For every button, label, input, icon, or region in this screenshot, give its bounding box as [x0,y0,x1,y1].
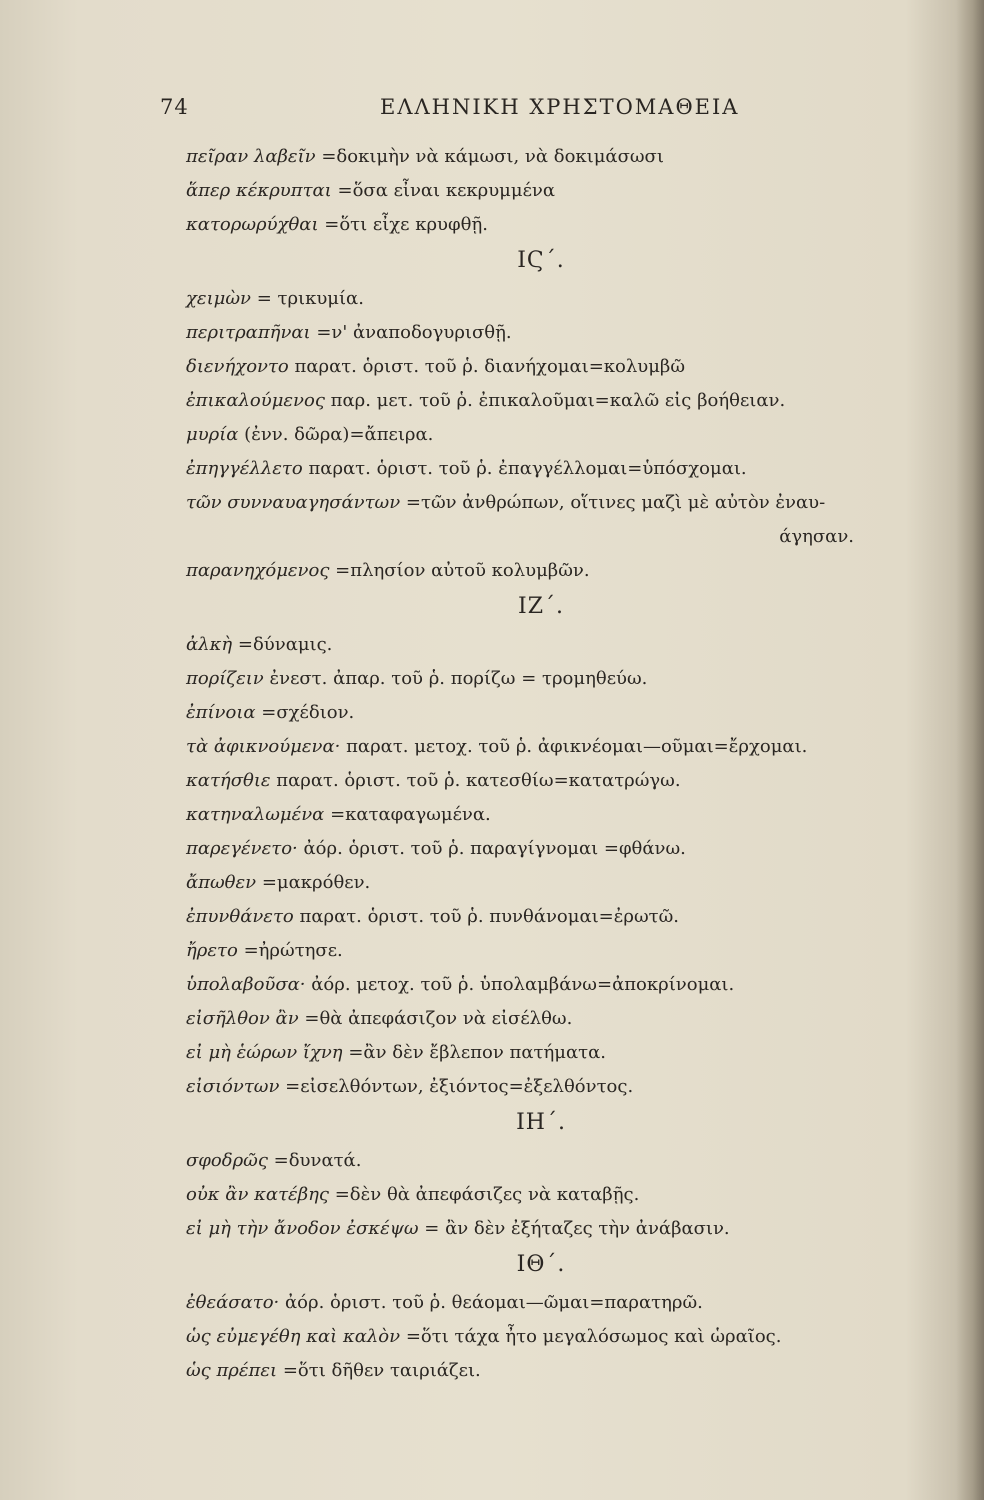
entry-gloss: ἀόρ. ὁριστ. τοῦ ῥ. θεάομαι—ῶμαι=παρατηρῶ. [285,1292,703,1313]
glossary-entry [186,1144,866,1178]
page-number: 74 [160,95,189,119]
entry-term: πεῖραν λαβεῖν [186,146,316,167]
entry-term: χειμὼν [186,288,251,309]
glossary-entry [186,452,866,486]
entry-term: σφοδρῶς [186,1150,268,1171]
glossary-entry [186,316,866,350]
glossary-entry [186,282,866,316]
entry-gloss: άγησαν. [779,526,854,547]
entry-gloss: ἀόρ. μετοχ. τοῦ ῥ. ὑπολαμβάνω=ἀποκρίνομαι. [311,974,735,995]
entry-term: ὑπολαβοῦσα· [186,974,306,995]
entry-gloss: παρατ. ὁριστ. τοῦ ῥ. κατεσθίω=κατατρώγω. [276,770,681,791]
glossary-entry [186,384,866,418]
entry-term: ὡς εὐμεγέθη καὶ καλὸν [186,1326,401,1347]
entry-term: ἐθεάσατο· [186,1292,280,1313]
entry-term: ἅπερ κέκρυπται [186,180,332,201]
glossary-entry [186,1212,866,1246]
entry-gloss: =ἂν δὲν ἔβλεπον πατήματα. [348,1042,606,1063]
entry-gloss: =δύναμις. [237,634,333,655]
glossary-entry [186,968,866,1002]
glossary-entry [186,1286,866,1320]
glossary-entry [186,1002,866,1036]
glossary-entry [186,832,866,866]
glossary-entry [186,174,866,208]
glossary-entry [186,934,866,968]
entry-gloss: =τῶν ἀνθρώπων, οἵτινες μαζὶ μὲ αὐτὸν ἐναυ- [405,492,826,513]
glossary-entry [186,662,866,696]
glossary-entry [186,1178,866,1212]
entry-gloss: =θὰ ἀπεφάσιζον νὰ εἰσέλθω. [304,1008,573,1029]
glossary-entry [186,140,866,174]
entry-term: μυρία [186,424,239,445]
entry-term: κατηναλωμένα [186,804,325,825]
entry-gloss: =δοκιμὴν νὰ κάμωσι, νὰ δοκιμάσωσι [321,146,664,167]
entry-gloss: =ἠρώτησε. [243,940,343,961]
section-heading: ΙΘ΄. [516,1252,566,1277]
section-heading: ΙΖ΄. [518,594,564,619]
entry-term: τῶν συνναυαγησάντων [186,492,401,513]
glossary-entry [186,520,866,554]
entry-term: εἰ μὴ τὴν ἄνοδον ἐσκέψω [186,1218,419,1239]
glossary-entry [186,1070,866,1104]
glossary-entry [186,798,866,832]
entry-gloss: παρατ. ὁριστ. τοῦ ῥ. διανήχομαι=κολυμβῶ [294,356,686,377]
entry-gloss: παρατ. ὁριστ. τοῦ ῥ. πυνθάνομαι=ἐρωτῶ. [299,906,680,927]
entry-term: ἄπωθεν [186,872,257,893]
glossary-body [186,140,866,1388]
entry-term: ἐπηγγέλλετο [186,458,303,479]
entry-term: εἰσιόντων [186,1076,280,1097]
entry-gloss: ἐνεστ. ἀπαρ. τοῦ ῥ. πορίζω = τρομηθεύω. [269,668,648,689]
section-heading: ΙϚ΄. [517,248,565,273]
entry-gloss: (ἐνν. δῶρα)=ἄπειρα. [244,424,434,445]
entry-gloss: παρατ. μετοχ. τοῦ ῥ. ἀφικνέομαι—οῦμαι=ἔρχομαι. [346,736,808,757]
entry-gloss: =σχέδιον. [261,702,355,723]
glossary-entry [186,900,866,934]
entry-gloss: =δυνατά. [273,1150,362,1171]
glossary-entry [186,486,866,520]
entry-gloss: = τρικυμία. [256,288,364,309]
entry-term: ἐπικαλούμενος [186,390,325,411]
entry-gloss: =ὅσα εἶναι κεκρυμμένα [337,180,555,201]
glossary-entry [186,1036,866,1070]
page-edge-shadow [956,0,984,1500]
entry-gloss: =καταφαγωμένα. [330,804,491,825]
glossary-entry [186,208,866,242]
glossary-entry [186,418,866,452]
entry-term: διενήχοντο [186,356,289,377]
glossary-entry [186,764,866,798]
entry-term: εἰ μὴ ἑώρων ἴχνη [186,1042,343,1063]
glossary-entry [186,696,866,730]
entry-term: ἐπίνοια [186,702,256,723]
entry-term: ἀλκὴ [186,634,233,655]
entry-term: πορίζειν [186,668,264,689]
entry-gloss: =εἰσελθόντων, ἐξιόντος=ἐξελθόντος. [285,1076,634,1097]
entry-gloss: παρατ. ὁριστ. τοῦ ῥ. ἐπαγγέλλομαι=ὑπόσχομαι. [308,458,747,479]
glossary-entry [186,1320,866,1354]
page-header [160,95,760,127]
entry-term: εἰσῆλθον ἂν [186,1008,299,1029]
entry-gloss: =ὅτι τάχα ἦτο μεγαλόσωμος καὶ ὡραῖος. [405,1326,782,1347]
entry-gloss: = ἂν δὲν ἐξήταζες τὴν ἀνάβασιν. [424,1218,730,1239]
entry-term: ἐπυνθάνετο [186,906,294,927]
glossary-entry [186,628,866,662]
entry-term: ὡς πρέπει [186,1360,278,1381]
running-title: ΕΛΛΗΝΙΚΗ ΧΡΗΣΤΟΜΑΘΕΙΑ [380,95,740,119]
glossary-entry [186,730,866,764]
entry-term: περιτραπῆναι [186,322,311,343]
entry-gloss: =ὅτι εἶχε κρυφθῇ. [324,214,488,235]
entry-gloss: ἀόρ. ὁριστ. τοῦ ῥ. παραγίγνομαι =φθάνω. [303,838,686,859]
entry-term: ἤρετο [186,940,238,961]
entry-gloss: =μακρόθεν. [261,872,371,893]
entry-gloss: =ὅτι δῆθεν ταιριάζει. [282,1360,481,1381]
section-heading: ΙΗ΄. [516,1110,566,1135]
entry-term: τὰ ἀφικνούμενα· [186,736,341,757]
glossary-entry [186,554,866,588]
entry-term: κατήσθιε [186,770,271,791]
entry-term: παρεγένετο· [186,838,298,859]
entry-gloss: παρ. μετ. τοῦ ῥ. ἐπικαλοῦμαι=καλῶ εἰς βοήθειαν. [330,390,786,411]
entry-term: παρανηχόμενος [186,560,330,581]
entry-gloss: =πλησίον αὐτοῦ κολυμβῶν. [335,560,590,581]
glossary-entry [186,1354,866,1388]
entry-gloss: =δὲν θὰ ἀπεφάσιζες νὰ καταβῇς. [334,1184,640,1205]
glossary-entry [186,350,866,384]
entry-term: οὐκ ἂν κατέβης [186,1184,329,1205]
entry-term: κατορωρύχθαι [186,214,319,235]
entry-gloss: =ν' ἀναποδογυρισθῇ. [316,322,512,343]
glossary-entry [186,866,866,900]
